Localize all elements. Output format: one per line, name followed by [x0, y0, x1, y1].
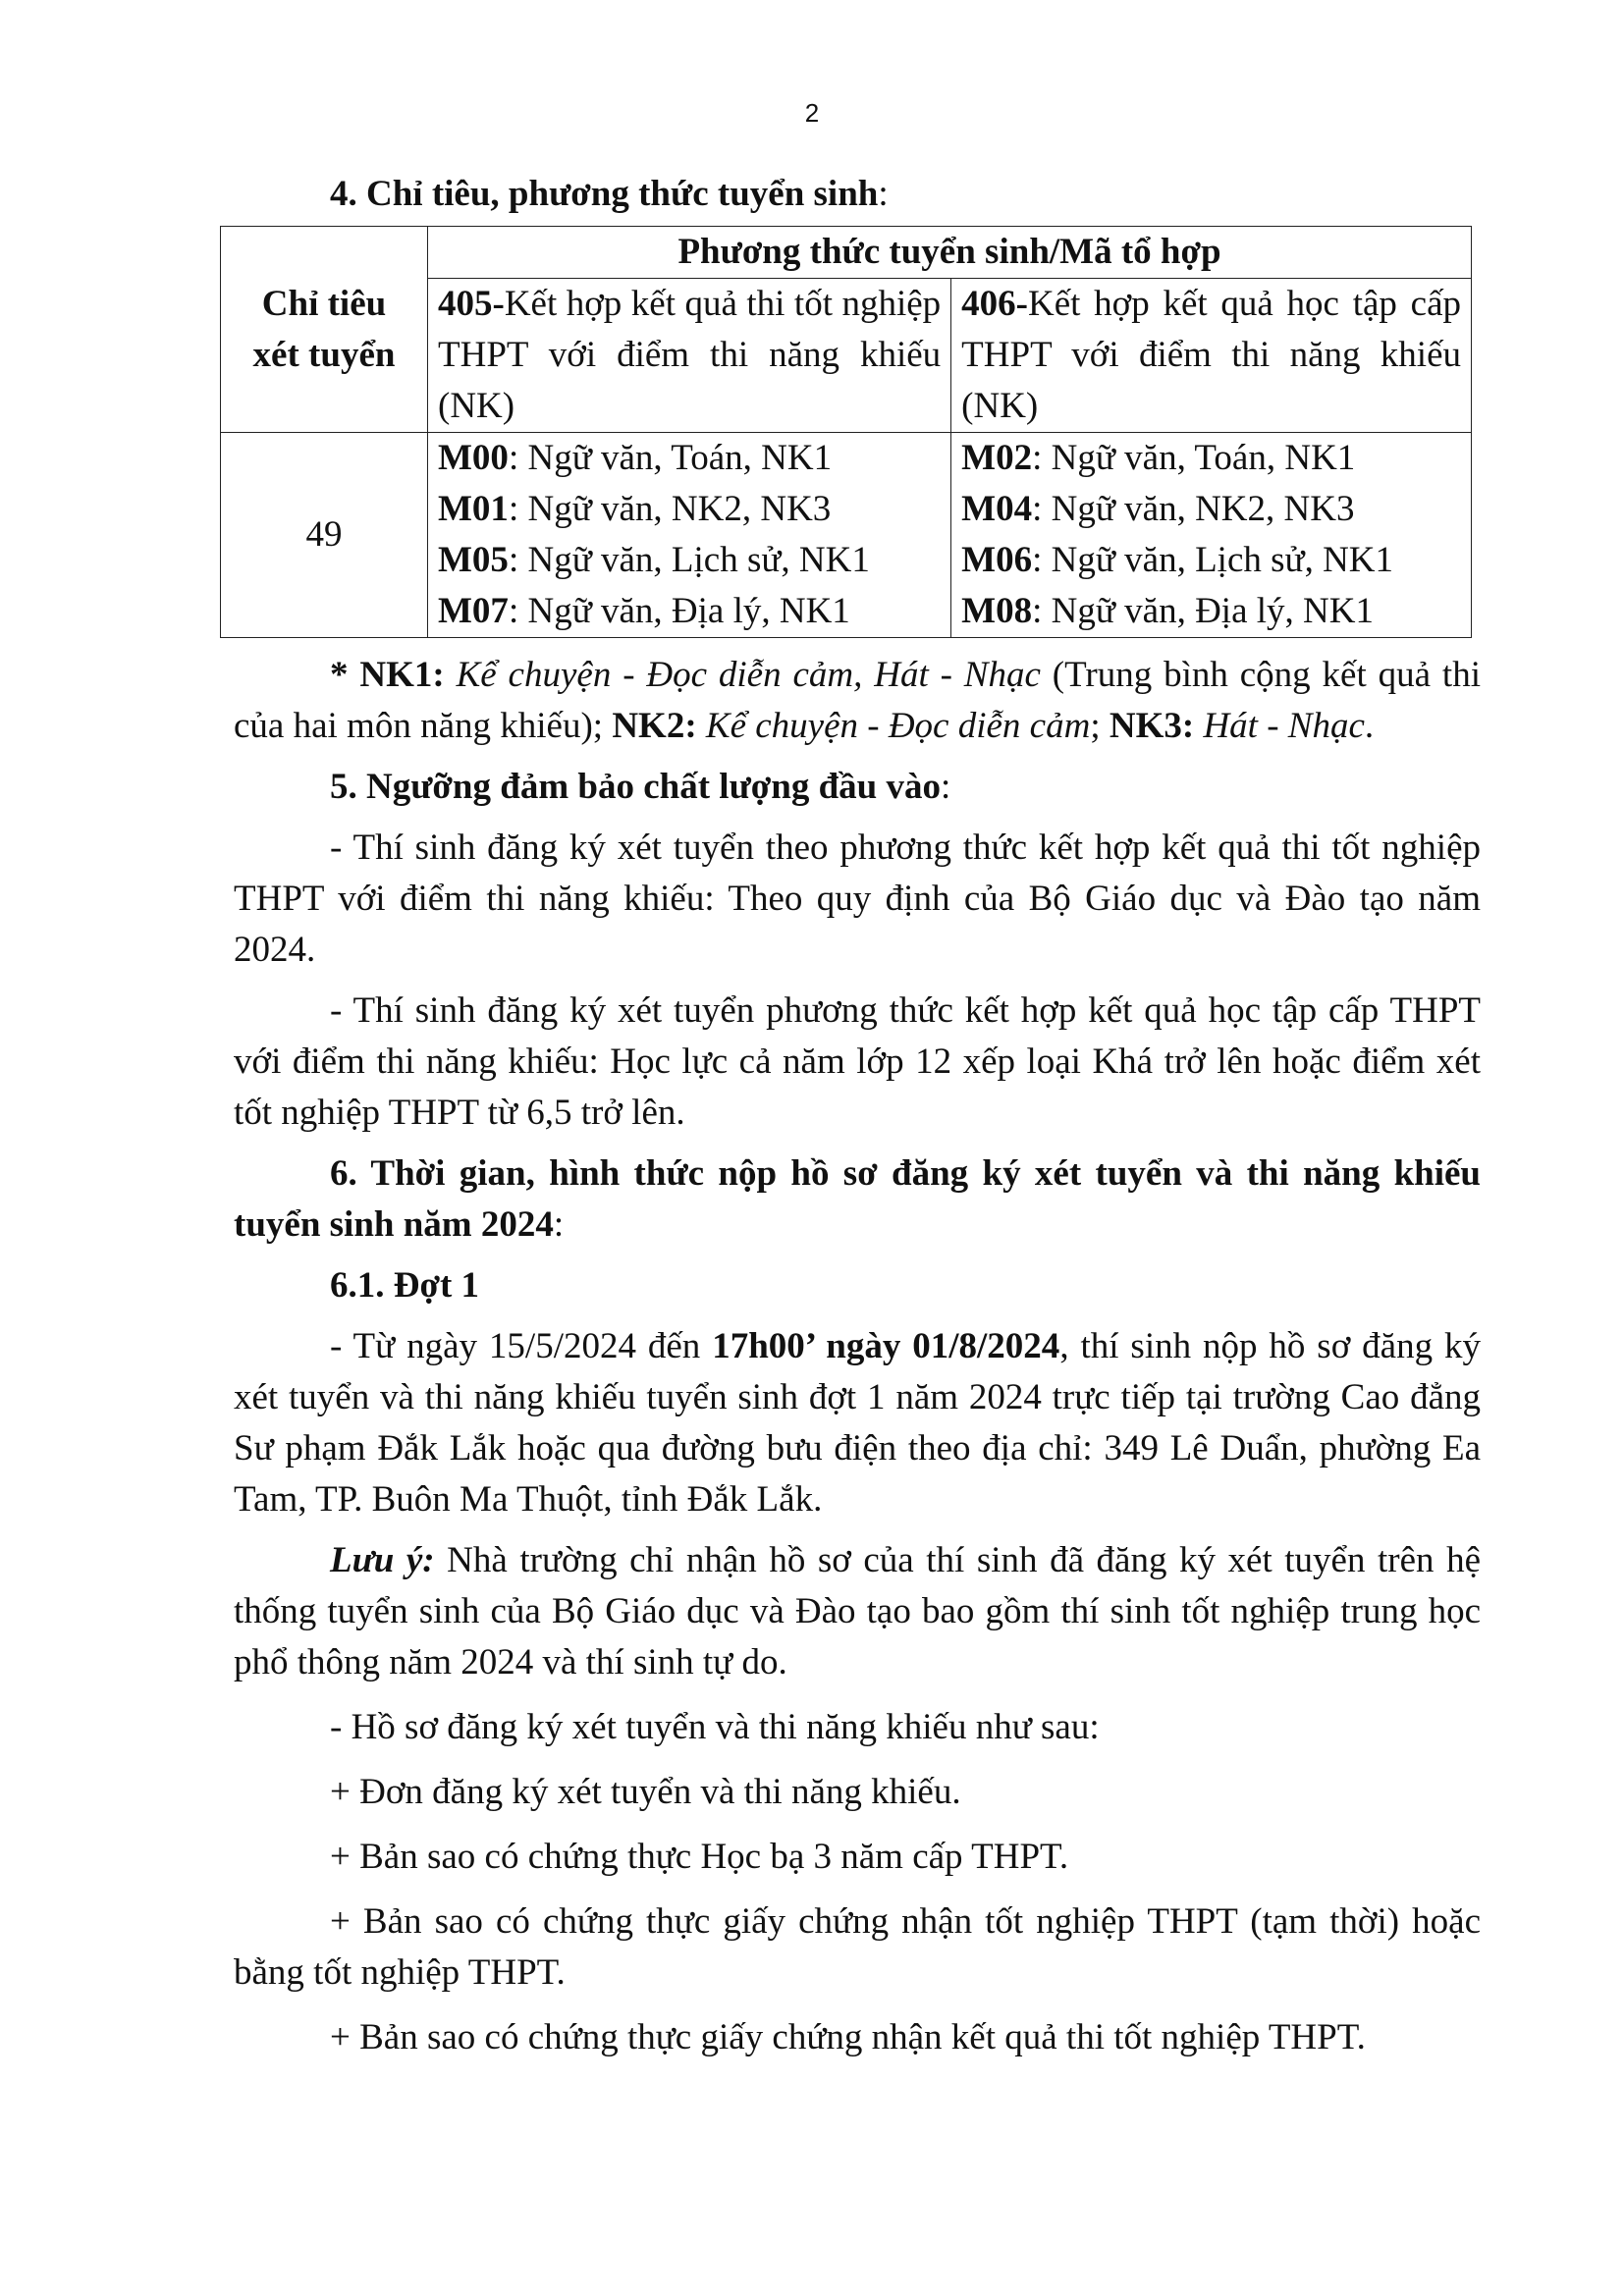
round-1-prefix: - Từ ngày 15/5/2024 đến [330, 1326, 713, 1366]
combos-406-cell [951, 433, 1472, 638]
method-406-code: 406- [961, 284, 1028, 324]
note-paragraph [234, 1535, 1481, 1688]
talent-subjects-note [234, 650, 1481, 752]
documents-intro: - Hồ sơ đăng ký xét tuyển và thi năng khiếu như sau: [330, 1707, 1100, 1747]
combo-subjects: : Ngữ văn, Lịch sử, NK1 [508, 540, 870, 580]
combo-406-item [961, 433, 1461, 484]
page-content [234, 169, 1481, 2063]
quota-value: 49 [305, 514, 343, 555]
round-1-deadline: 17h00’ ngày 01/8/2024 [712, 1326, 1060, 1366]
section-5-paragraph-1: - Thí sinh đăng ký xét tuyển theo phương thức kết hợp kết quả thi tốt nghiệp THPT với điểm thi năng khiếu: Theo quy định của Bộ Giáo dục và Đào tạo năm 2024. [234, 828, 1481, 970]
section-5-title: 5. Ngưỡng đảm bảo chất lượng đầu vào [330, 767, 941, 807]
combo-subjects: : Ngữ văn, Địa lý, NK1 [508, 591, 850, 631]
section-4-title: 4. Chỉ tiêu, phương thức tuyển sinh [330, 174, 879, 214]
section-6-1-heading [234, 1260, 1481, 1311]
nk1-label: NK1: [359, 655, 445, 695]
combo-405-item [438, 484, 941, 535]
note-end: . [1364, 706, 1375, 746]
note-star: * [330, 655, 360, 695]
quota-header-line2: xét tuyển [252, 334, 396, 375]
note-separator: ; [1090, 706, 1110, 746]
document-item: + Bản sao có chứng thực giấy chứng nhận kết quả thi tốt nghiệp THPT. [330, 2017, 1366, 2057]
method-406-text: Kết hợp kết quả học tập cấp THPT với điểm thi năng khiếu (NK) [961, 284, 1461, 426]
section-6-heading [234, 1148, 1481, 1251]
quota-value-cell [221, 433, 428, 638]
document-item: + Bản sao có chứng thực giấy chứng nhận tốt nghiệp THPT (tạm thời) hoặc bằng tốt nghiệp THPT. [234, 1901, 1481, 1993]
combo-406-item [961, 535, 1461, 586]
combo-406-item [961, 586, 1461, 637]
section-5-colon: : [941, 767, 951, 807]
section-6-title: 6. Thời gian, hình thức nộp hồ sơ đăng ký xét tuyển và thi năng khiếu tuyển sinh năm 2024 [234, 1153, 1481, 1245]
combo-subjects: : Ngữ văn, Lịch sử, NK1 [1032, 540, 1394, 580]
section-4-colon: : [878, 174, 889, 214]
methods-header: Phương thức tuyển sinh/Mã tổ hợp [677, 232, 1221, 272]
nk1-value: Kể chuyện - Đọc diễn cảm, Hát - Nhạc [444, 655, 1041, 695]
table-header-row [221, 227, 1472, 279]
nk3-label: NK3: [1109, 706, 1195, 746]
combo-406-item [961, 484, 1461, 535]
round-1-rest: , thí sinh nộp hồ sơ đăng ký xét tuyển và thi năng khiếu tuyển sinh đợt 1 năm 2024 trực tiếp tại trường Cao đẳng Sư phạm Đắk Lắk hoặc qua đường bưu điện theo địa chỉ: 349 Lê Duẩn, phường Ea Tam, TP. Buôn Ma Thuột, tỉnh Đắk Lắk. [234, 1326, 1481, 1520]
combo-code: M06 [961, 540, 1033, 580]
combo-subjects: : Ngữ văn, Toán, NK1 [508, 438, 833, 478]
combo-subjects: : Ngữ văn, NK2, NK3 [1032, 489, 1355, 529]
page-number: 2 [804, 98, 820, 128]
combo-405-item [438, 586, 941, 637]
combo-subjects: : Ngữ văn, Địa lý, NK1 [1032, 591, 1374, 631]
combo-code: M00 [438, 438, 509, 478]
section-4-heading [234, 169, 1481, 220]
combo-405-item [438, 433, 941, 484]
document-item: + Đơn đăng ký xét tuyển và thi năng khiếu. [330, 1772, 961, 1812]
admission-quota-table [220, 226, 1472, 638]
method-405-code: 405- [438, 284, 505, 324]
nk3-value: Hát - Nhạc [1194, 706, 1365, 746]
round-1-paragraph [234, 1321, 1481, 1525]
quota-header-cell [221, 227, 428, 433]
method-405-cell [428, 279, 951, 433]
combo-code: M05 [438, 540, 509, 580]
combo-code: M01 [438, 489, 509, 529]
nk1-desc: (Trung bình cộng kết quả thi của hai môn năng khiếu); [234, 655, 1481, 746]
combo-subjects: : Ngữ văn, Toán, NK1 [1032, 438, 1356, 478]
combo-code: M07 [438, 591, 509, 631]
nk2-value: Kể chuyện - Đọc diễn cảm [696, 706, 1091, 746]
combos-row [221, 433, 1472, 638]
combo-code: M02 [961, 438, 1033, 478]
document-item: + Bản sao có chứng thực Học bạ 3 năm cấp THPT. [330, 1837, 1069, 1877]
combo-code: M04 [961, 489, 1033, 529]
combo-405-item [438, 535, 941, 586]
methods-header-cell [428, 227, 1472, 279]
section-5-heading [234, 762, 1481, 813]
note-text: Nhà trường chỉ nhận hồ sơ của thí sinh đã đăng ký xét tuyển trên hệ thống tuyển sinh của Bộ Giáo dục và Đào tạo bao gồm thí sinh tốt nghiệp trung học phổ thông năm 2024 và thí sinh tự do. [234, 1540, 1482, 1682]
section-6-1-title: 6.1. Đợt 1 [330, 1265, 480, 1306]
note-label: Lưu ý: [330, 1540, 435, 1580]
nk2-label: NK2: [612, 706, 697, 746]
quota-header-line1: Chỉ tiêu [261, 283, 387, 324]
combo-subjects: : Ngữ văn, NK2, NK3 [508, 489, 832, 529]
combo-code: M08 [961, 591, 1033, 631]
section-6-colon: : [553, 1204, 565, 1245]
combos-405-cell [428, 433, 951, 638]
section-5-paragraph-2: - Thí sinh đăng ký xét tuyển phương thức kết hợp kết quả học tập cấp THPT với điểm thi năng khiếu: Học lực cả năm lớp 12 xếp loại Khá trở lên hoặc điểm xét tốt nghiệp THPT từ 6,5 trở lên. [234, 990, 1481, 1133]
method-405-text: Kết hợp kết quả thi tốt nghiệp THPT với điểm thi năng khiếu (NK) [438, 284, 942, 426]
method-406-cell [951, 279, 1472, 433]
